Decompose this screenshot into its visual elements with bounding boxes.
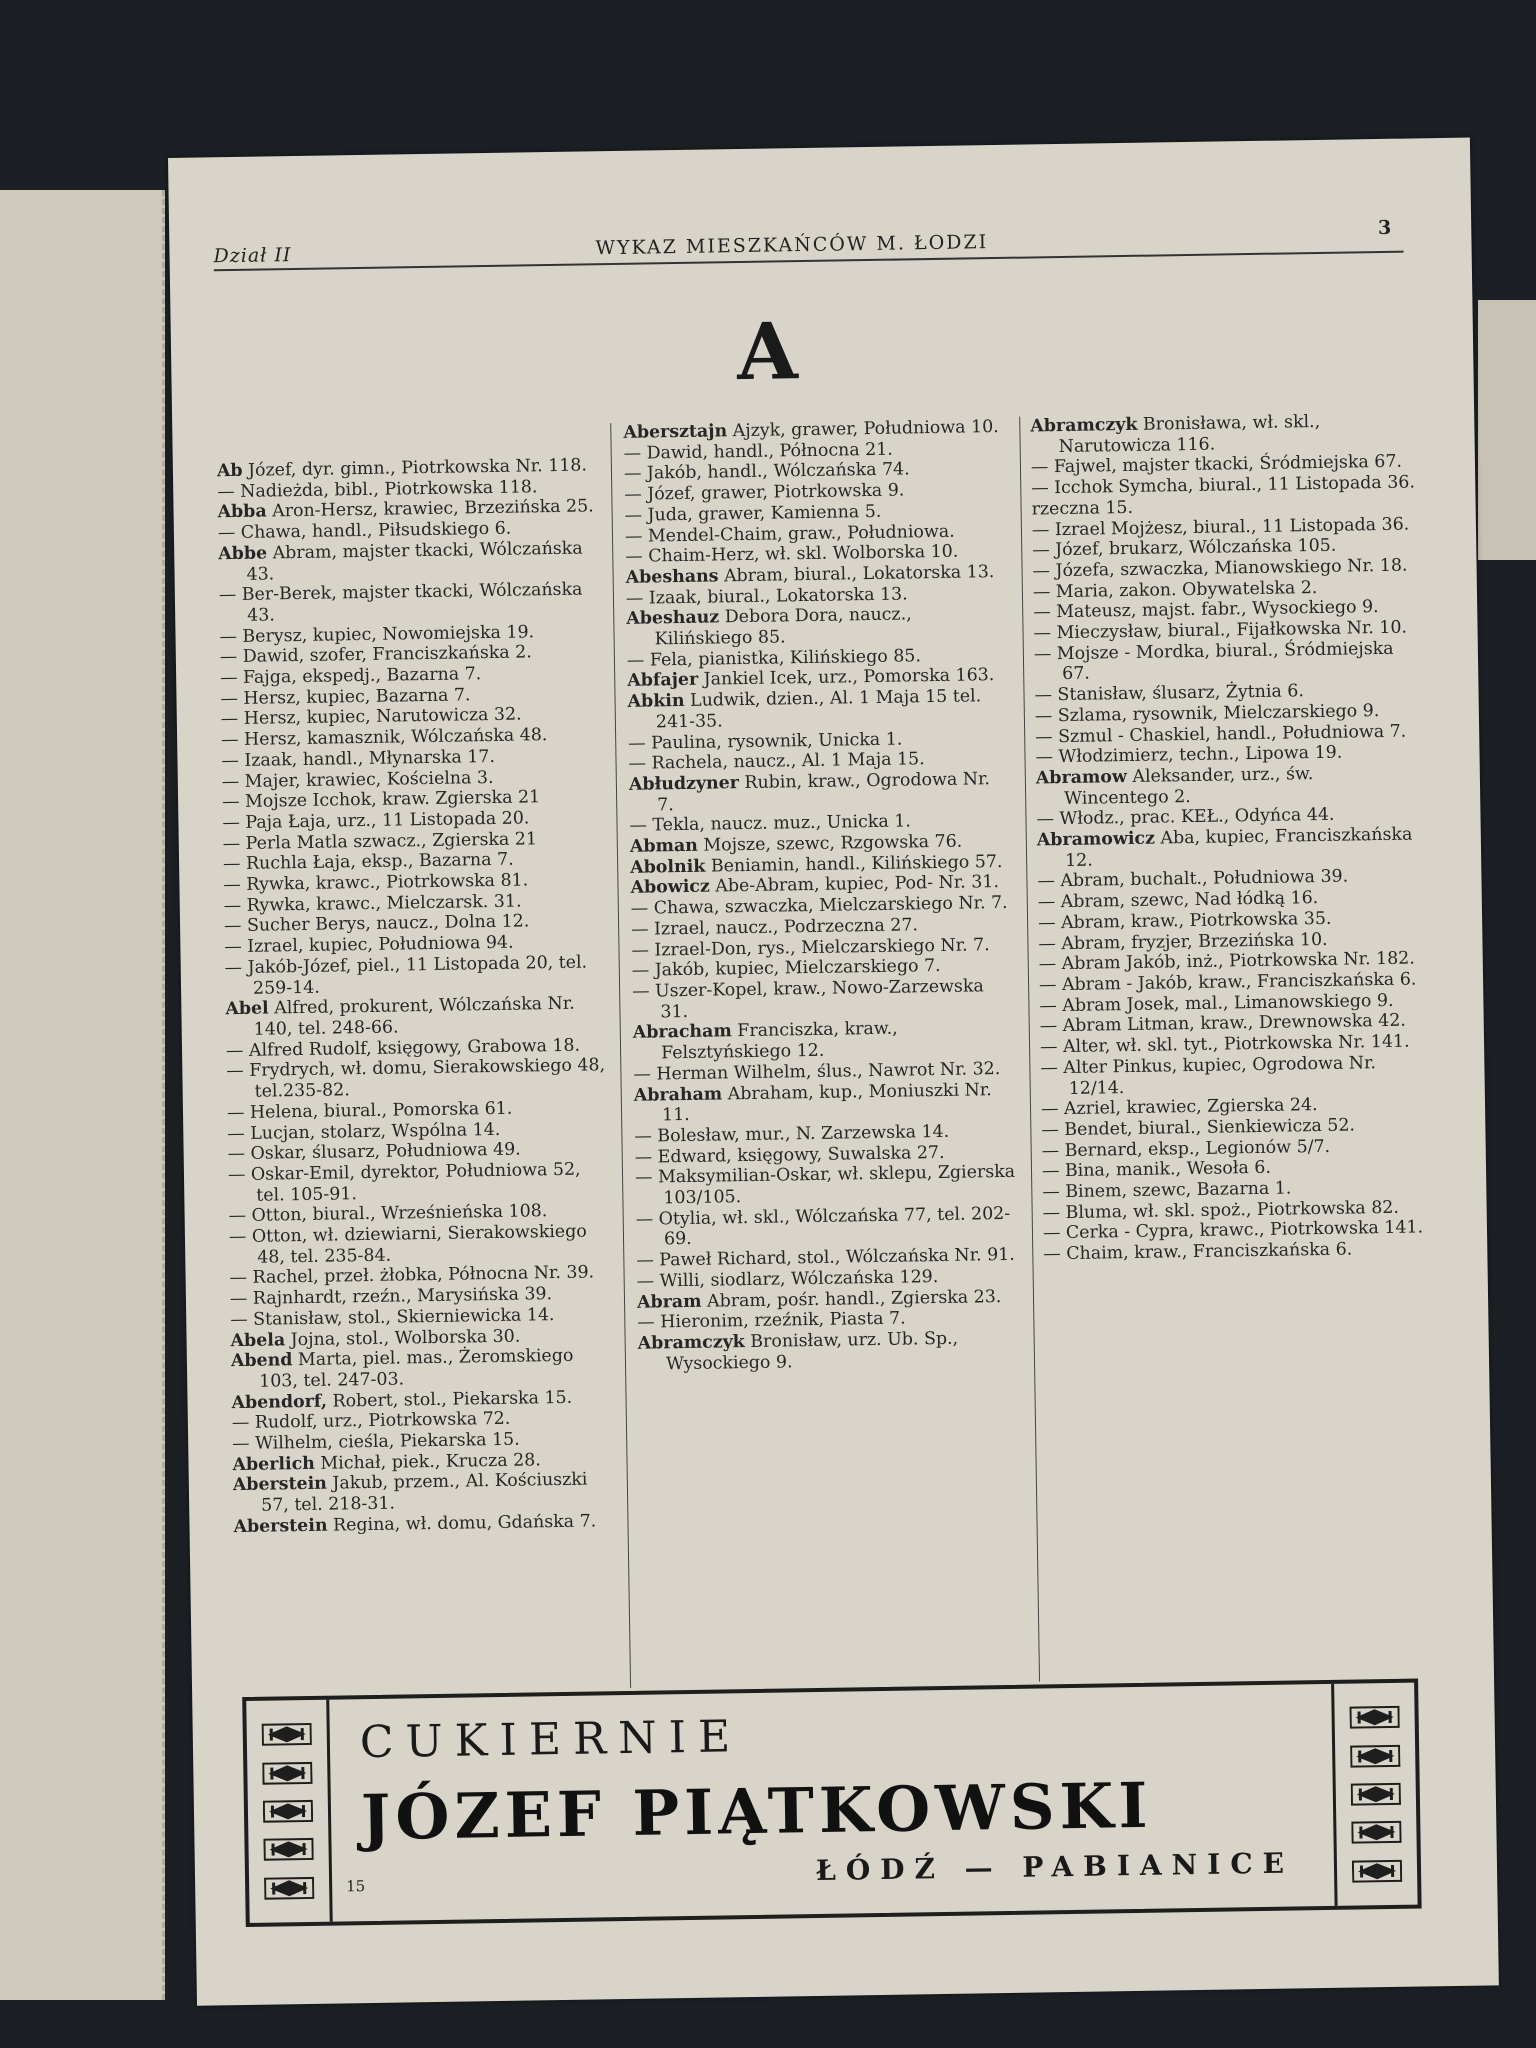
entry-text: — Paweł Richard, stol., Wólczańska Nr. 91. [636, 1244, 1015, 1271]
entry-text: — Berysz, kupiec, Nowomiejska 19. [219, 621, 535, 647]
surname: Abkin [627, 691, 685, 712]
entry-text: — Herman Wilhelm, ślus., Nawrot Nr. 32. [633, 1058, 1001, 1085]
entry-text: Marta, piel. mas., Żeromskiego 103, tel. 247-03. [259, 1346, 574, 1392]
directory-entry [629, 769, 1012, 816]
entry-text: — Fajga, ekspedj., Bazarna 7. [220, 664, 482, 689]
entry-text: — Willi, siodlarz, Wólczańska 129. [636, 1266, 939, 1292]
surname: Aberstein [232, 1474, 328, 1496]
entry-text: — Rajnhardt, rzeźn., Marysińska 39. [229, 1284, 553, 1310]
entry-text: rzeczna 15. [1031, 497, 1134, 520]
entry-text: — Maksymilian-Oskar, wł. sklepu, Zgierska 103/105. [634, 1162, 1016, 1209]
entry-text: — Stanisław, ślusarz, Żytnia 6. [1034, 681, 1305, 706]
entry-text: Jankiel Icek, urz., Pomorska 163. [698, 665, 995, 691]
surname: Abel [225, 998, 269, 1020]
entry-text: — Jakób, handl., Wólczańska 74. [623, 459, 910, 485]
surname: Abraham [633, 1083, 723, 1106]
ad-code: 15 [346, 1877, 366, 1896]
entry-text: — Rudolf, urz., Piotrkowska 72. [231, 1409, 511, 1434]
entry-text: — Dawid, szofer, Franciszkańska 2. [219, 642, 532, 668]
entry-text: — Bina, manik., Wesoła 6. [1041, 1158, 1272, 1182]
ornament-icon [263, 1837, 313, 1862]
entry-text: — Majer, krawiec, Kościelna 3. [221, 767, 494, 792]
directory-entry [1036, 762, 1423, 809]
entry-text: — Izaak, handl., Młynarska 17. [221, 746, 496, 772]
entry-text: — Alter, wł. skl. tyt., Piotrkowska Nr. 141. [1039, 1031, 1410, 1058]
directory-entry [636, 1204, 1019, 1251]
entry-text: — Chawa, handl., Piłsudskiego 6. [217, 518, 512, 544]
entry-text: — Ber-Berek, majster tkacki, Wólczańska 43. [218, 579, 583, 626]
entry-text: Józef, dyr. gimn., Piotrkowska Nr. 118. [242, 455, 588, 481]
column-2 [610, 417, 1040, 1688]
entry-columns [216, 410, 1446, 1694]
entry-text: — Mieczysław, biural., Fijałkowska Nr. 10. [1033, 617, 1408, 644]
entry-text: — Mateusz, majst. fabr., Wysockiego 9. [1033, 597, 1379, 623]
entry-text: — Tekla, naucz. muz., Unicka 1. [629, 811, 912, 837]
entry-text: — Rywka, krawc., Piotrkowska 81. [223, 870, 529, 896]
ornament-icon [262, 1722, 312, 1747]
directory-entry [229, 1221, 614, 1268]
surname: Abram [636, 1291, 702, 1313]
directory-entry [218, 538, 603, 585]
directory-entry [632, 976, 1015, 1023]
ad-heading: CUKIERNIE [359, 1711, 743, 1769]
entry-text: Abraham, kup., Moniuszki Nr. 11. [661, 1079, 992, 1126]
entry-text: — Abram - Jakób, kraw., Franciszkańska 6. [1038, 969, 1417, 996]
entry-text: — Paja Łaja, urz., 11 Listopada 20. [222, 808, 530, 834]
ornament-icon [1352, 1858, 1402, 1883]
entry-text: — Hersz, kamasznik, Wólczańska 48. [220, 725, 548, 751]
ad-body [329, 1684, 1334, 1922]
ornament-icon [263, 1799, 313, 1824]
surname: Abracham [632, 1021, 732, 1044]
directory-entry [1034, 638, 1421, 685]
entry-text: — Włodzimierz, techn., Lipowa 19. [1035, 742, 1343, 768]
entry-text: — Alter Pinkus, kupiec, Ogrodowa Nr. 12/14. [1040, 1052, 1377, 1099]
ornament-icon [264, 1876, 314, 1901]
surname: Abeshauz [626, 607, 720, 630]
entry-text: — Izrael, kupiec, Południowa 94. [224, 932, 514, 958]
directory-entry [233, 1470, 618, 1517]
surname: Abersztajn [623, 421, 728, 443]
ad-ornament-left [246, 1700, 332, 1923]
entry-text: — Abram, fryzjer, Brzezińska 10. [1038, 929, 1328, 955]
entry-text: Aleksander, urz., św. Wincentego 2. [1064, 764, 1314, 809]
entry-text: Bronisława, wł. skl., Narutowicza 116. [1058, 411, 1321, 457]
entry-text: — Bolesław, mur., N. Zarzewska 14. [634, 1121, 950, 1147]
entry-text: — Bernard, eksp., Legionów 5/7. [1041, 1136, 1331, 1162]
directory-entry [219, 579, 604, 626]
surname: Abłudzyner [628, 773, 740, 795]
entry-text: Aron-Hersz, krawiec, Brzezińska 25. [266, 496, 594, 522]
entry-text: — Abram Litman, kraw., Drewnowska 42. [1039, 1011, 1407, 1037]
entry-text: Jojna, stol., Wolborska 30. [285, 1326, 521, 1350]
entry-text: — Chawa, szwaczka, Mielczarskiego Nr. 7. [630, 893, 1008, 919]
page-number: 3 [1377, 216, 1392, 240]
entry-text: — Izrael Mojżesz, biural., 11 Listopada 36. [1031, 514, 1410, 540]
entry-text: — Icchok Symcha, biural., 11 Listopada 36. [1031, 472, 1416, 499]
entry-text: — Abram, buchalt., Południowa 39. [1037, 867, 1349, 892]
entry-text: Jakub, przem., Al. Kościuszki 57, tel. 218-31. [261, 1470, 588, 1516]
entry-text: Rubin, kraw., Ogrodowa Nr. 7. [657, 769, 991, 816]
surname: Abeshans [625, 566, 719, 588]
entry-text: Regina, wł. domu, Gdańska 7. [327, 1511, 597, 1536]
surname: Abramowicz [1036, 828, 1156, 851]
surname: Abbe [218, 543, 268, 565]
entry-text: — Dawid, handl., Północna 21. [623, 439, 894, 464]
entry-text: — Abram Jakób, inż., Piotrkowska Nr. 182. [1038, 948, 1415, 975]
entry-text: Abram, pośr. handl., Zgierska 23. [701, 1286, 1002, 1312]
entry-text: — Abram, szewc, Nad łódką 16. [1037, 888, 1319, 913]
entry-text: — Sucher Berys, naucz., Dolna 12. [223, 911, 530, 937]
entry-text: — Oskar-Emil, dyrektor, Południowa 52, tel. 105-91. [227, 1159, 581, 1206]
entry-text: — Rachela, naucz., Al. 1 Maja 15. [628, 749, 925, 775]
surname: Aberlich [232, 1453, 316, 1475]
entry-text: — Izrael, naucz., Podrzeczna 27. [631, 915, 919, 940]
entry-text: Aba, kupiec, Franciszkańska 12. [1064, 824, 1413, 871]
entry-text: — Fajwel, majster tkacki, Śródmiejska 67. [1030, 452, 1403, 478]
entry-text: — Wilhelm, cieśla, Piekarska 15. [232, 1429, 520, 1455]
ornament-icon [1351, 1820, 1401, 1845]
entry-text: — Włodz., prac. KEŁ., Odyńca 44. [1036, 805, 1335, 830]
entry-text: — Fela, pianistka, Kilińskiego 85. [626, 645, 922, 671]
entry-text: Beniamin, handl., Kilińskiego 57. [705, 851, 1003, 877]
entry-text: — Mojsze Icchok, kraw. Zgierska 21 [221, 787, 541, 813]
entry-text: Mojsze, szewc, Rzgowska 76. [697, 831, 963, 856]
directory-entry [225, 993, 610, 1040]
entry-text: — Mojsze - Mordka, biural., Śródmiejska 67. [1033, 638, 1394, 685]
surname: Abramow [1035, 766, 1128, 789]
entry-text: — Perla Matla szwacz., Zgierska 21 [222, 828, 538, 854]
ad-locations: ŁÓDŹ — PABIANICE [815, 1846, 1295, 1888]
ornament-icon [262, 1761, 312, 1786]
surname: Abfajer [627, 670, 699, 692]
directory-entry [1037, 824, 1424, 871]
page-header [213, 211, 1404, 272]
surname: Ab [216, 460, 243, 482]
directory-entry [1040, 1052, 1427, 1099]
directory-entry [638, 1328, 1021, 1375]
entry-text: — Hersz, kupiec, Bazarna 7. [220, 685, 471, 709]
directory-entry [228, 1159, 613, 1206]
entry-text: — Izrael-Don, rys., Mielczarskiego Nr. 7. [631, 934, 990, 961]
entry-text: — Józefa, szwaczka, Mianowskiego Nr. 18. [1032, 555, 1408, 582]
entry-text: — Frydrych, wł. domu, Sierakowskiego 48, tel.235-82. [226, 1055, 606, 1102]
torn-paper-scrap [1478, 300, 1536, 560]
entry-text: — Cerka - Cypra, krawc., Piotrkowska 141. [1042, 1217, 1424, 1244]
entry-text: — Hieronim, rzeźnik, Piasta 7. [637, 1308, 906, 1334]
entry-text: — Otton, wł. dziewiarni, Sierakowskiego 48, tel. 235-84. [228, 1221, 587, 1268]
entry-text: Ludwik, dzien., Al. 1 Maja 15 tel. 241-35. [655, 686, 982, 733]
entry-text: — Alfred Rudolf, księgowy, Grabowa 18. [225, 1035, 581, 1061]
entry-text: — Jakób, kupiec, Mielczarskiego 7. [631, 956, 941, 982]
entry-text: — Helena, biural., Pomorska 61. [226, 1098, 513, 1123]
ornament-icon [1349, 1705, 1399, 1730]
entry-text: — Jakób-Józef, piel., 11 Listopada 20, tel. 259-14. [224, 952, 588, 999]
entry-text: — Abram Josek, mal., Limanowskiego 9. [1039, 990, 1394, 1017]
entry-text: — Hersz, kupiec, Narutowicza 32. [220, 704, 522, 730]
surname: Abela [230, 1329, 286, 1351]
column-3 [1020, 410, 1436, 1681]
entry-text: Abe-Abram, kupiec, Pod- Nr. 31. [709, 872, 1000, 898]
entry-text: Franciszka, kraw., Felsztyńskiego 12. [660, 1019, 898, 1064]
entry-text: Robert, stol., Piekarska 15. [326, 1387, 573, 1412]
entry-text: — Izaak, biural., Lokatorska 13. [625, 584, 908, 609]
directory-entry [225, 952, 610, 999]
entry-text: Alfred, prokurent, Wólczańska Nr. 140, tel. 248-66. [253, 993, 575, 1040]
entry-text: — Lucjan, stolarz, Wspólna 14. [227, 1119, 501, 1144]
entry-text: — Juda, grawer, Kamienna 5. [624, 501, 882, 526]
entry-text: Abram, majster tkacki, Wólczańska 43. [246, 538, 583, 585]
surname: Aberstein [233, 1515, 328, 1537]
surname: Abowicz [630, 877, 710, 899]
entry-text: — Józef, brukarz, Wólczańska 105. [1032, 535, 1337, 561]
entry-text: — Rywka, krawc., Mielczarsk. 31. [223, 891, 522, 916]
column-1 [216, 423, 630, 1694]
ad-business-name: JÓZEF PIĄTKOWSKI [360, 1768, 1154, 1855]
entry-text: Bronisław, urz. Ub. Sp., Wysockiego 9. [665, 1328, 959, 1374]
entry-text: — Binem, szewc, Bazarna 1. [1042, 1178, 1292, 1203]
entry-text: — Oskar, ślusarz, Południowa 49. [227, 1139, 521, 1165]
entry-text: — Mendel-Chaim, graw., Południowa. [624, 521, 955, 547]
advertisement-box [242, 1679, 1421, 1927]
surname: Abramczyk [637, 1332, 745, 1354]
directory-entry [226, 1056, 611, 1103]
directory-entry [633, 1017, 1016, 1064]
entry-text: Michał, piek., Krucza 28. [314, 1450, 541, 1474]
entry-text: Debora Dora, naucz., Kilińskiego 85. [654, 604, 912, 650]
entry-text: — Azriel, krawiec, Zgierska 24. [1040, 1095, 1318, 1120]
directory-entry [627, 686, 1010, 733]
entry-text: — Otylia, wł. skl., Wólczańska 77, tel. 202-69. [635, 1203, 1011, 1250]
entry-text: — Szmul - Chaskiel, handl., Południowa 7. [1035, 721, 1407, 747]
ad-ornament-right [1331, 1683, 1417, 1906]
entry-text: — Otton, biural., Wrześnieńska 108. [228, 1201, 548, 1227]
directory-entry [626, 603, 1009, 650]
entry-text: — Chaim-Herz, wł. skl. Wolborska 10. [625, 541, 959, 568]
surname: Abba [217, 501, 267, 523]
directory-entry [231, 1345, 616, 1392]
entry-text: — Chaim, kraw., Franciszkańska 6. [1043, 1239, 1353, 1265]
entry-text: — Ruchla Łaja, eksp., Bazarna 7. [222, 850, 514, 875]
entry-text: — Szlama, rysownik, Mielczarskiego 9. [1034, 700, 1380, 727]
directory-page [168, 138, 1499, 2006]
entry-text: — Stanisław, stol., Skierniewicka 14. [230, 1304, 555, 1330]
entry-text: — Maria, zakon. Obywatelska 2. [1032, 577, 1318, 603]
running-title: WYKAZ MIESZKAŃCÓW M. ŁODZI [595, 231, 989, 260]
ornament-icon [1351, 1782, 1401, 1807]
directory-entry [634, 1079, 1017, 1126]
ornament-icon [1350, 1743, 1400, 1768]
entry-text: — Nadieżda, bibl., Piotrkowska 118. [217, 476, 538, 502]
entry-text: Abram, biural., Lokatorska 13. [718, 561, 995, 587]
entry-text: — Abram, kraw., Piotrkowska 35. [1037, 908, 1332, 934]
entry-text: — Paulina, rysownik, Unicka 1. [628, 729, 903, 754]
entry-text: — Józef, grawer, Piotrkowska 9. [624, 480, 905, 505]
entry-text: — Uszer-Kopel, kraw., Nowo-Zarzewska 31. [631, 976, 984, 1023]
surname: Abramczyk [1030, 414, 1138, 437]
entry-text: Ajzyk, grawer, Południowa 10. [727, 416, 999, 442]
directory-entry [635, 1162, 1018, 1209]
surname: Abend [230, 1350, 293, 1372]
entry-text: — Bluma, wł. skl. spoż., Piotrkowska 82. [1042, 1197, 1400, 1224]
section-letter: A [736, 306, 799, 399]
section-label: Dział II [213, 244, 292, 268]
directory-entry [1030, 410, 1417, 457]
surname: Abendorf, [231, 1391, 328, 1413]
facing-page-edge [0, 190, 165, 2000]
entry-text: — Bendet, biural., Sienkiewicza 52. [1041, 1115, 1356, 1141]
surname: Abolnik [630, 856, 706, 878]
entry-text: — Edward, księgowy, Suwalska 27. [634, 1142, 945, 1168]
entry-text: — Rachel, przeł. żłobka, Północna Nr. 39. [229, 1262, 595, 1289]
surname: Abman [629, 835, 698, 857]
